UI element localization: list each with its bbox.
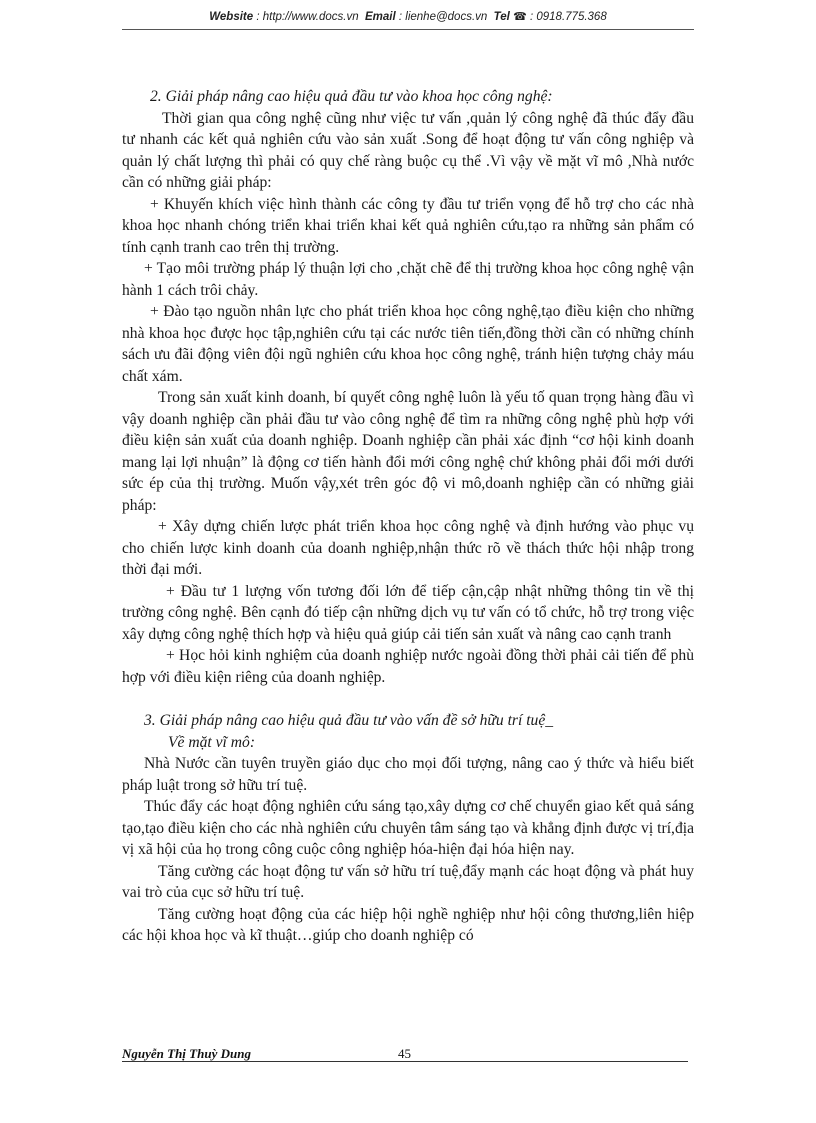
paragraph: Thời gian qua công nghệ cũng như việc tư vấn ,quản lý công nghệ đã thúc đẩy đầu tư nhanh các kết quả nghiên cứu vào sản xuất .Song để hoạt động tư vấn công nghiệp và quản lý chất lượng thì phải có quy chế ràng buộc cụ thể .Vì vậy về mặt vĩ mô ,Nhà nước cần có những giải pháp: — [122, 109, 694, 191]
header-divider — [122, 29, 694, 30]
subheading: Về mặt vĩ mô: — [168, 733, 256, 751]
bullet-paragraph: + Đầu tư 1 lượng vốn tương đối lớn để tiếp cận,cập nhật những thông tin về thị trường công nghệ. Bên cạnh đó tiếp cận những dịch vụ tư vấn có tổ chức, hỗ trợ trong việc xây dựng công nghệ thích hợp và hiệu quả giúp cải tiến sản xuất và nâng cao cạnh tranh — [122, 582, 694, 643]
bullet-paragraph: + Học hỏi kinh nghiệm của doanh nghiệp nước ngoài đồng thời phải cải tiến để phù hợp với điều kiện riêng của doanh nghiệp. — [122, 647, 694, 686]
email-label: Email — [365, 11, 396, 23]
paragraph: Thúc đẩy các hoạt động nghiên cứu sáng tạo,xây dựng cơ chế chuyển giao kết quả sáng tạo,tạo điều kiện cho các nhà nghiên cứu chuyên tâm sáng tạo và khẳng định được vị trí,địa vị xã hội của họ trong công cuộc công nghiệp hóa-hiện đại hóa hiện nay. — [122, 798, 694, 858]
tel-value: 0918.775.368 — [536, 11, 607, 23]
bullet-paragraph: + Tạo môi trường pháp lý thuận lợi cho ,chặt chẽ để thị trường khoa học công nghệ vận hành 1 cách trôi chảy. — [122, 260, 694, 299]
paragraph: Tăng cường hoạt động của các hiệp hội nghề nghiệp như hội công thương,liên hiệp các hội khoa học và kĩ thuật…giúp cho doanh nghiệp có — [122, 905, 694, 944]
page-number: 45 — [398, 1046, 411, 1061]
section-heading-2: 2. Giải pháp nâng cao hiệu quả đầu tư vào khoa học công nghệ: — [150, 88, 553, 105]
bullet-paragraph: + Khuyến khích việc hình thành các công ty đầu tư triển vọng để hỗ trợ cho các nhà khoa học nhanh chóng triển khai triển khai kết quả nghiên cứu,tạo ra những sản phẩm có tính cạnh tranh cao trên thị trường. — [122, 195, 694, 256]
bullet-paragraph: + Xây dựng chiến lược phát triển khoa học công nghệ và định hướng vào phục vụ cho chiến lược kinh doanh của doanh nghiệp,nhận thức rõ về thách thức hội nhập trong thời đại mới. — [122, 518, 694, 578]
section-heading-3: 3. Giải pháp nâng cao hiệu quả đầu tư vào vấn đề sở hữu trí tuệ_ — [144, 712, 554, 729]
page-header: Website : http://www.docs.vn Email : lienhe@docs.vn Tel ☎ : 0918.775.368 — [209, 11, 607, 23]
footer-author: Nguyễn Thị Thuỳ Dung — [122, 1046, 251, 1061]
bullet-paragraph: + Đào tạo nguồn nhân lực cho phát triển khoa học công nghệ,tạo điều kiện cho những nhà khoa học được học tập,nghiên cứu tại các nước tiên tiến,đồng thời cần có những chính sách ưu đãi động viên đội ngũ nghiên cứu khoa học công nghệ, tránh hiện tượng chảy máu chất xám. — [122, 303, 694, 385]
footer-divider — [122, 1061, 688, 1062]
phone-icon: ☎ — [513, 11, 527, 23]
paragraph: Nhà Nước cần tuyên truyền giáo dục cho mọi đối tượng, nâng cao ý thức và hiểu biết pháp luật trong sở hữu trí tuệ. — [122, 755, 694, 794]
website-url[interactable]: http://www.docs.vn — [262, 11, 359, 23]
tel-label: Tel — [493, 11, 510, 23]
document-body — [122, 86, 694, 947]
website-label: Website — [209, 11, 254, 23]
email-value[interactable]: lienhe@docs.vn — [405, 11, 488, 23]
paragraph: Tăng cường các hoạt động tư vấn sở hữu trí tuệ,đẩy mạnh các hoạt động và phát huy vai trò của cục sở hữu trí tuệ. — [122, 862, 694, 901]
paragraph: Trong sản xuất kinh doanh, bí quyết công nghệ luôn là yếu tố quan trọng hàng đầu vì vậy doanh nghiệp cần phải đầu tư vào công nghệ để tìm ra những công nghệ phù hợp với điều kiện sản xuất của doanh nghiệp. Doanh nghiệp cần phải xác định “cơ hội kinh doanh mang lại lợi nhuận” là động cơ tiến hành đổi mới công nghệ chứ không phải đổi mới dưới sức ép của thị trường. Muốn vậy,xét trên góc độ vi mô,doanh nghiệp cần có những giải pháp: — [122, 389, 694, 514]
